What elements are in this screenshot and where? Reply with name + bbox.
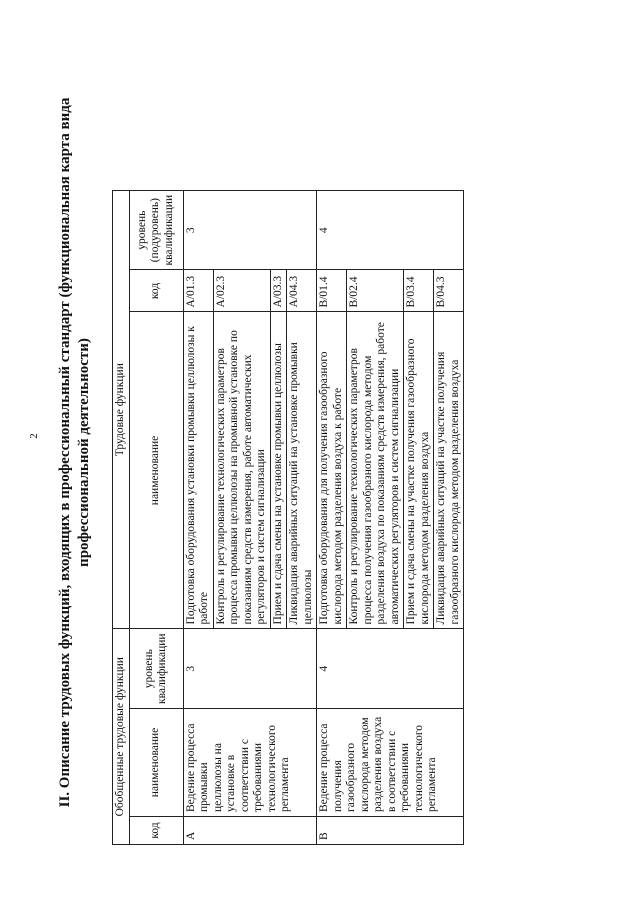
labor-functions-table: [112, 190, 464, 845]
table-row: [183, 190, 213, 844]
header-qualification-level: уровень квалификации: [129, 629, 183, 709]
header-generalized-functions: Обобщенные трудовые функции: [113, 629, 130, 845]
header-function-code: код: [129, 270, 183, 312]
group-name: Ведение процесса промывки целлюлозы на установке в соответствии с требованиями технологического регламента: [183, 709, 317, 817]
function-code: A/02.3: [213, 270, 270, 312]
group-code: A: [183, 817, 317, 845]
function-code: B/01.4: [317, 270, 347, 312]
header-function-name: наименование: [129, 312, 183, 629]
function-name: Ликвидация аварийных ситуаций на участке получения газообразного кислорода методом разделения воздуха: [434, 312, 464, 629]
group-code: B: [317, 817, 464, 845]
function-code: A/01.3: [183, 270, 213, 312]
function-name: Ликвидация аварийных ситуаций на установке промывки целлюлозы: [287, 312, 317, 629]
function-code: A/03.3: [270, 270, 287, 312]
function-name: Подготовка оборудования установки промывки целлюлозы к работе: [183, 312, 213, 629]
function-name: Подготовка оборудования для получения газообразного кислорода методом разделения воздуха к работе: [317, 312, 347, 629]
header-sublevel: уровень (подуровень) квалификации: [129, 190, 183, 270]
header-name: наименование: [129, 709, 183, 817]
function-code: B/04.3: [434, 270, 464, 312]
function-sublevel: 4: [317, 190, 464, 270]
function-name: Прием и сдача смены на участке получения газообразного кислорода методом разделения воздуха: [404, 312, 434, 629]
function-code: B/03.4: [404, 270, 434, 312]
function-code: B/02.4: [347, 270, 404, 312]
document-title: II. Описание трудовых функций, входящих в профессиональный стандарт (функциональная карта вида профессиональной деятельности): [57, 97, 92, 808]
header-labor-functions: Трудовые функции: [113, 190, 130, 629]
group-name: Ведение процесса получения газообразного кислорода методом разделения воздуха в соответствии с требованиями технологического регламента: [317, 709, 464, 817]
function-code: A/04.3: [287, 270, 317, 312]
function-name: Контроль и регулирование технологических параметров процесса получения газообразного кислорода методом разделения воздуха по показаниям средств измерения, работе автоматических регуляторов и систем сигнализации: [347, 312, 404, 629]
function-name: Контроль и регулирование технологических параметров процесса промывки целлюлозы на промывной установке по показаниям средств измерения, работе автоматических регуляторов и систем сигнализации: [213, 312, 270, 629]
function-sublevel: 3: [183, 190, 317, 270]
function-name: Прием и сдача смены на установке промывки целлюлозы: [270, 312, 287, 629]
group-level: 3: [183, 629, 317, 709]
table-row: [317, 190, 347, 844]
group-level: 4: [317, 629, 464, 709]
header-code: код: [129, 817, 183, 845]
page-number: 2: [28, 433, 40, 439]
